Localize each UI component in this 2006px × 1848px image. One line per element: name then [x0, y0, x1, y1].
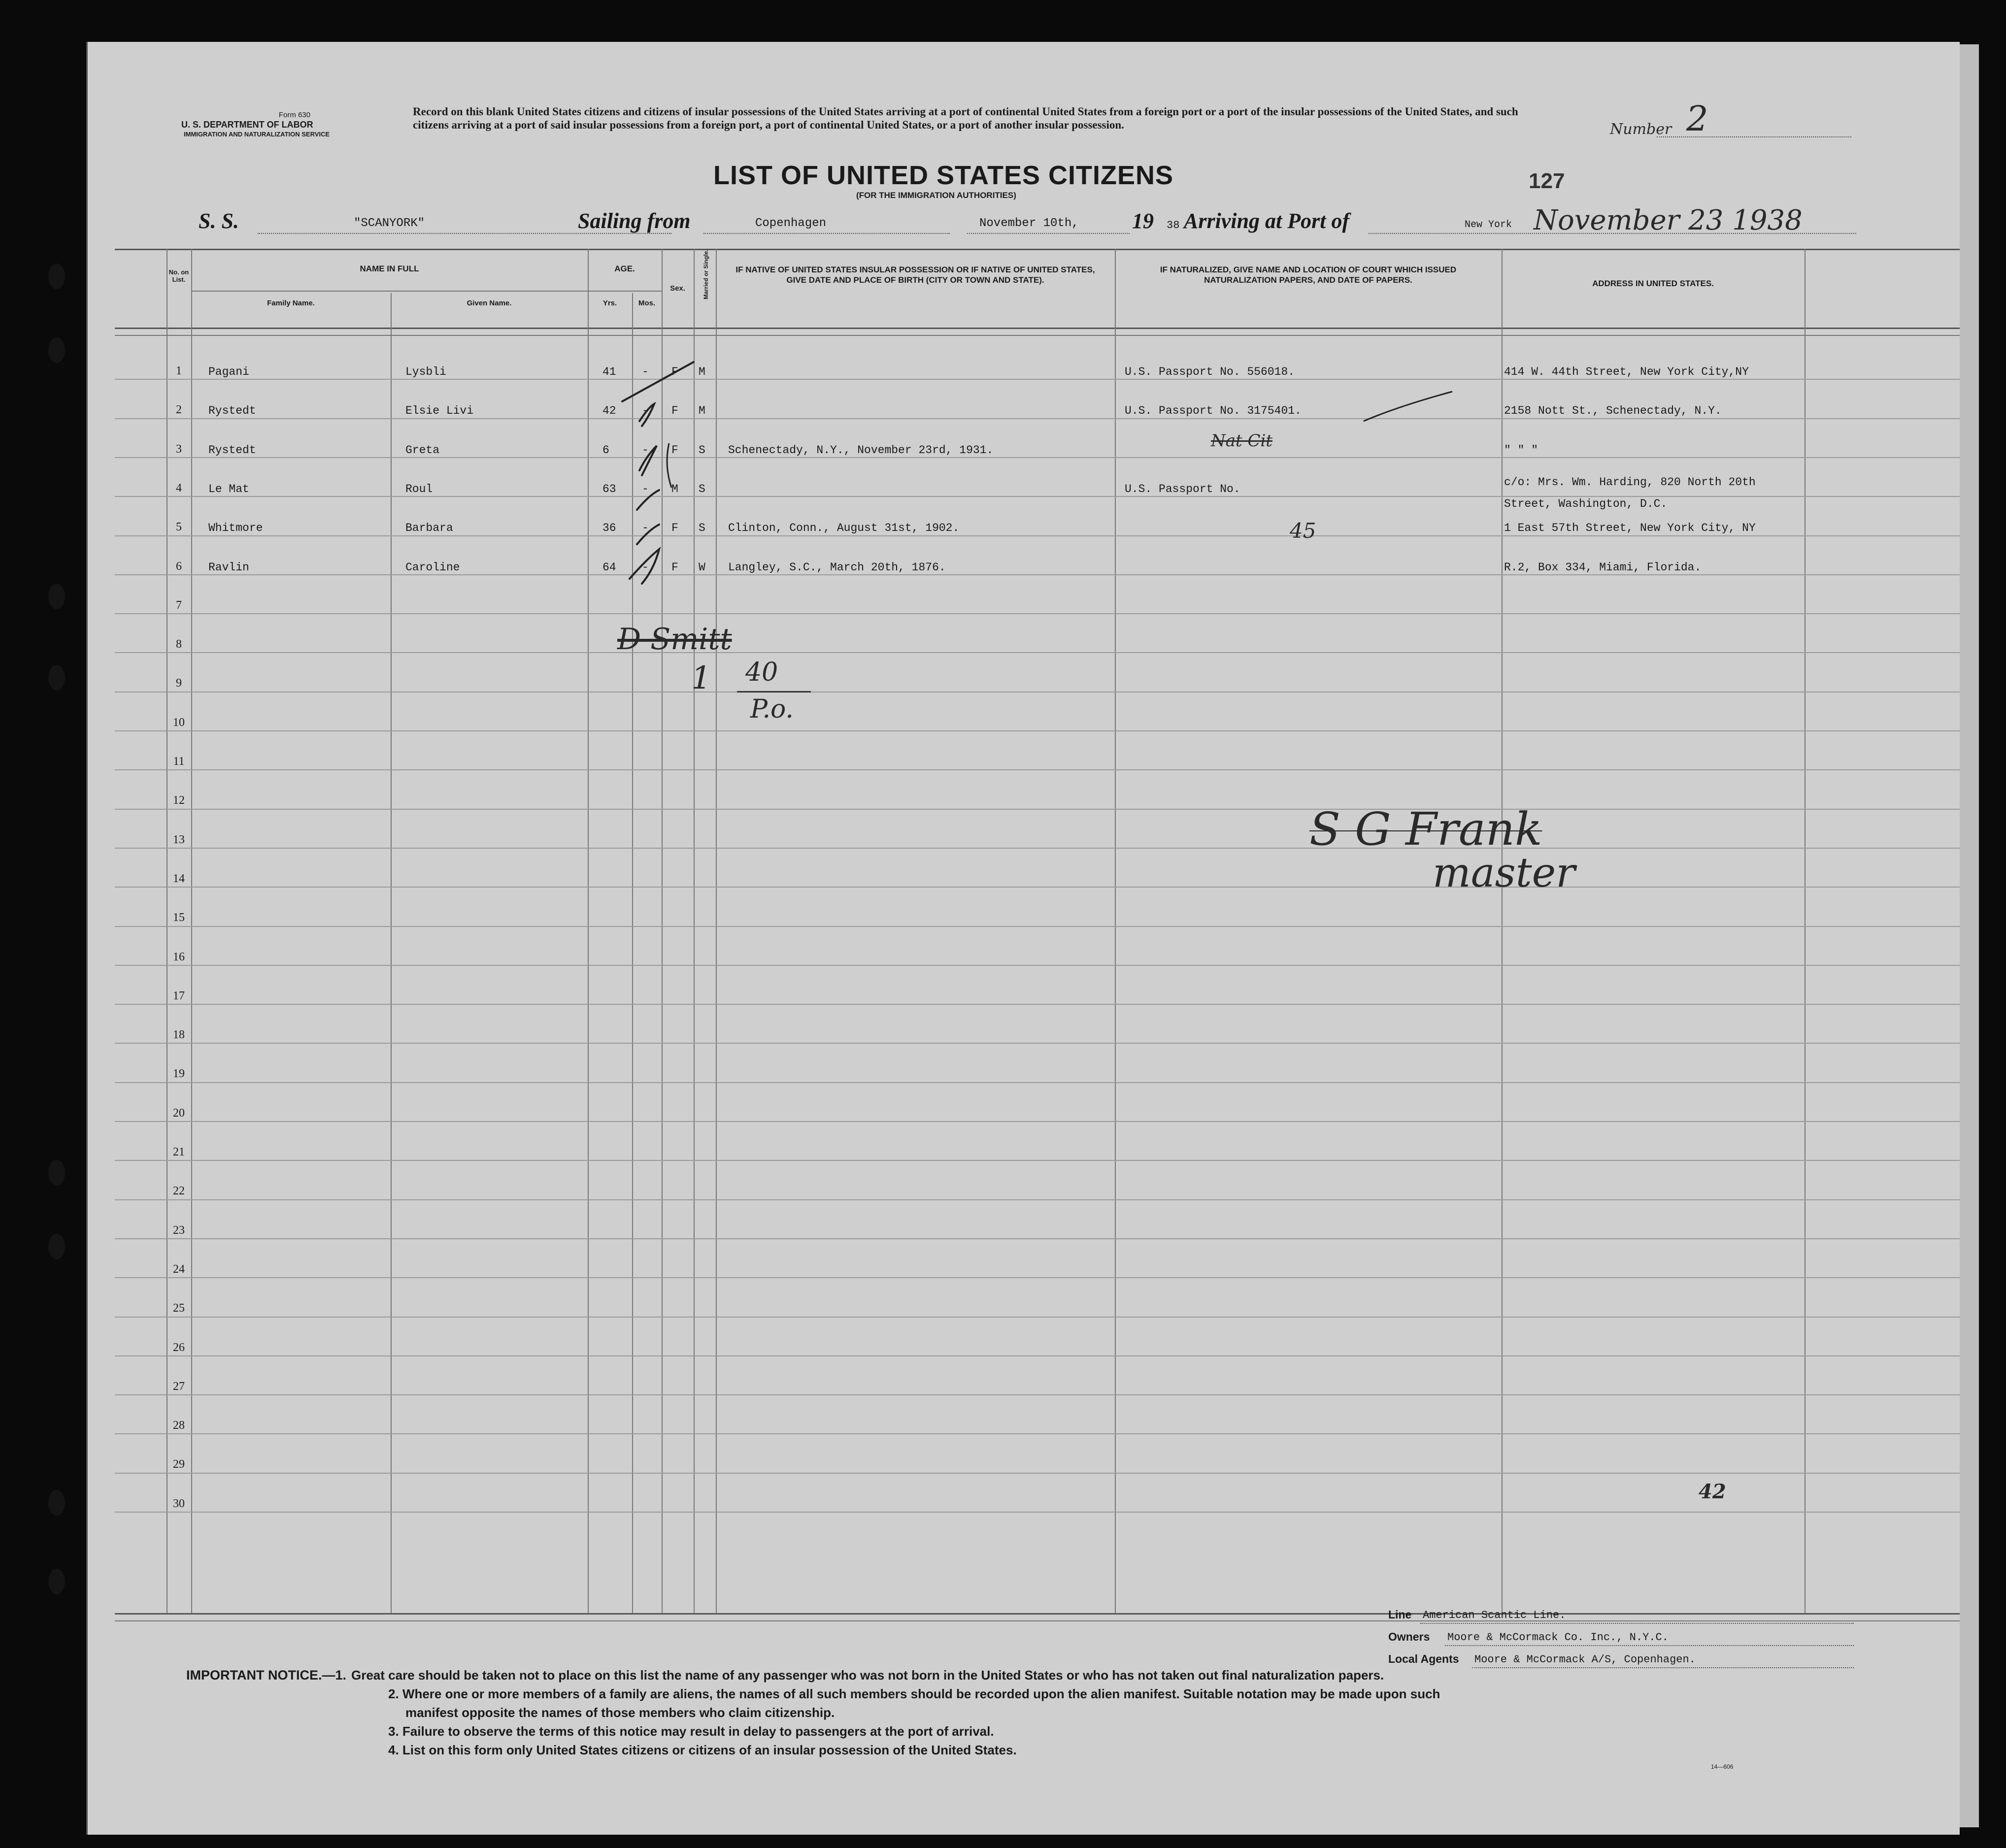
birth-cell: Schenectady, N.Y., November 23rd, 1931. [728, 443, 994, 457]
age-years-cell: 63 [602, 482, 616, 495]
row-number: 9 [176, 677, 182, 690]
notice-item-3: 3. Failure to observe the terms of this notice may result in delay to passengers at the port of arrival. [388, 1724, 994, 1739]
row-rule [115, 1238, 1960, 1239]
age-years-cell: 36 [602, 522, 616, 535]
tally-fraction-bar [737, 691, 811, 693]
age-months-cell: - [642, 522, 649, 535]
sex-cell: F [671, 365, 678, 378]
address-cell-line2: Street, Washington, D.C. [1504, 497, 1668, 510]
row-number: 7 [176, 598, 182, 612]
date-line [967, 233, 1130, 234]
number-label: Number [1610, 121, 1672, 138]
row-rule [115, 848, 1960, 849]
notice-item-1: Great care should be taken not to place on this list the name of any passenger who was not born in the United States or who has not taken out final naturalization papers. [351, 1668, 1384, 1683]
row-rule [115, 1160, 1960, 1161]
given-name-cell: Elsie Livi [405, 404, 474, 418]
nat-cit-note: Nat Cit [1211, 431, 1273, 451]
col-divider [1115, 249, 1116, 1613]
row-number: 5 [176, 521, 182, 534]
row-number: 8 [176, 638, 182, 651]
row-rule [115, 730, 1960, 731]
birth-cell: Langley, S.C., March 20th, 1876. [728, 561, 946, 574]
page-stamp: 42 [1699, 1480, 1726, 1503]
col-divider [391, 293, 392, 1613]
col-header-naturalized: IF NATURALIZED, GIVE NAME AND LOCATION OF COURT WHICH ISSUED NATURALIZATION PAPERS, AND DATE OF PAPERS. [1160, 265, 1457, 285]
row-number: 29 [173, 1458, 185, 1471]
tally-forty: 40 [745, 658, 778, 687]
row-number: 24 [173, 1262, 185, 1276]
binder-hole [48, 584, 65, 609]
age-years-cell: 41 [602, 365, 616, 378]
service-name: IMMIGRATION AND NATURALIZATION SERVICE [184, 131, 330, 138]
form-number: Form 630 [278, 111, 311, 119]
tally-one: 1 [691, 660, 711, 696]
sex-cell: F [671, 443, 678, 457]
age-months-cell: - [642, 365, 649, 378]
passenger-table [115, 249, 1960, 1635]
row-rule [115, 418, 1960, 419]
marital-status-cell: M [699, 365, 705, 378]
naturalization-cell: U.S. Passport No. [1125, 482, 1240, 495]
marital-status-cell: S [699, 443, 705, 457]
row-number: 10 [173, 716, 185, 729]
row-number: 21 [173, 1146, 185, 1158]
number-value: 2 [1686, 99, 1708, 139]
adjacent-page-edges [1958, 44, 1979, 1827]
name-subheader-line [191, 291, 588, 292]
address-cell: R.2, Box 334, Miami, Florida. [1504, 561, 1702, 574]
family-name-cell: Pagani [208, 365, 249, 378]
row-rule [115, 692, 1960, 693]
master-signature: S G Frank [1309, 803, 1542, 856]
row-rule [115, 1433, 1960, 1434]
row-number: 20 [173, 1106, 185, 1120]
row-number: 27 [173, 1380, 185, 1393]
col-divider [1502, 249, 1503, 1613]
row-number: 15 [173, 911, 185, 924]
given-name-cell: Barbara [405, 522, 453, 535]
row-rule [115, 574, 1960, 575]
binder-hole [48, 1490, 65, 1516]
row-number: 6 [176, 560, 182, 573]
address-cell: c/o: Mrs. Wm. Harding, 820 North 20th [1504, 475, 1756, 489]
col-header-birth: IF NATIVE OF UNITED STATES INSULAR POSSESSION OR IF NATIVE OF UNITED STATES, GIVE DATE AND PLACE OF BIRTH (CITY OR TOWN AND STATE). [736, 265, 1095, 285]
row-rule [115, 1512, 1960, 1513]
checkmark-passport-1 [1359, 387, 1457, 426]
page-subtitle: (FOR THE IMMIGRATION AUTHORITIES) [856, 191, 1016, 200]
stamp-number: 127 [1529, 169, 1565, 193]
row-number: 12 [173, 794, 185, 807]
col-header-no: No. on List. [168, 268, 189, 283]
arriving-label: Arriving at Port of [1184, 209, 1350, 233]
col-header-age: AGE. [614, 264, 635, 273]
line-value: American Scantic Line. [1423, 1609, 1566, 1621]
age-years-cell: 6 [602, 443, 609, 457]
agents-field-line [1472, 1667, 1854, 1668]
address-cell: 1 East 57th Street, New York City, NY [1504, 522, 1756, 535]
row-rule [115, 769, 1960, 770]
page-title: LIST OF UNITED STATES CITIZENS [713, 161, 1173, 190]
binder-hole [48, 1160, 65, 1186]
row-number: 28 [173, 1419, 185, 1432]
checkmarks [620, 357, 782, 633]
notice-heading: IMPORTANT NOTICE.—1. [186, 1668, 347, 1683]
row-number: 3 [176, 442, 182, 456]
family-name-cell: Whitmore [208, 522, 263, 535]
marital-status-cell: S [699, 522, 705, 535]
tally-name: D Smitt [617, 622, 732, 657]
from-port: Copenhagen [755, 217, 827, 230]
address-cell: 2158 Nott St., Schenectady, N.Y. [1504, 404, 1722, 418]
row-number: 2 [176, 403, 182, 417]
row-rule [115, 652, 1960, 653]
address-cell: 414 W. 44th Street, New York City,NY [1504, 365, 1749, 378]
table-bottom-border-2 [115, 1620, 1960, 1621]
row-rule [115, 887, 1960, 888]
row-number: 18 [173, 1028, 185, 1042]
row-rule [115, 613, 1960, 614]
family-name-cell: Rystedt [208, 443, 256, 457]
row-number: 30 [173, 1497, 185, 1510]
record-instructions: Record on this blank United States citizens and citizens of insular possessions of the United States arriving at a port of continental United States from a foreign port or a port of the insular possessions of the United States, and such citizens arriving at a port of said insular possessions from a foreign port, a port of continental United States, or a port of another insular possession. [413, 105, 1518, 131]
row-number: 16 [173, 950, 185, 963]
department: U. S. DEPARTMENT OF LABOR [181, 120, 313, 130]
row-rule [115, 1199, 1960, 1200]
manifest-page [86, 42, 1960, 1835]
arrival-date-handwritten: November 23 1938 [1534, 204, 1803, 236]
owners-value: Moore & McCormack Co. Inc., N.Y.C. [1447, 1631, 1669, 1644]
col-divider [588, 249, 589, 1613]
row-number: 26 [173, 1341, 185, 1354]
address-cell: " " " [1504, 443, 1538, 457]
notice-item-2b: manifest opposite the names of those members who claim citizenship. [405, 1705, 835, 1720]
owners-field-line [1445, 1645, 1854, 1646]
naturalization-cell: U.S. Passport No. 556018. [1125, 365, 1295, 378]
row-rule [115, 1004, 1960, 1005]
table-bottom-border [115, 1613, 1960, 1615]
family-name-cell: Le Mat [208, 482, 249, 495]
row-number: 13 [173, 833, 185, 846]
col-header-address: ADDRESS IN UNITED STATES. [1592, 279, 1714, 288]
row-number: 23 [173, 1223, 185, 1237]
row-rule [115, 1355, 1960, 1356]
line-field-line [1420, 1623, 1854, 1624]
sex-cell: M [671, 482, 678, 495]
print-code: 14—606 [1711, 1763, 1734, 1770]
marital-status-cell: S [699, 482, 705, 495]
binder-hole [48, 1569, 65, 1594]
row-rule [115, 1473, 1960, 1474]
row-rule [115, 1317, 1960, 1318]
family-name-cell: Rystedt [208, 404, 256, 418]
row-rule [115, 1277, 1960, 1278]
sail-date: November 10th, [979, 217, 1079, 230]
col-header-yrs: Yrs. [602, 299, 617, 307]
sex-cell: F [671, 404, 678, 418]
given-name-cell: Caroline [405, 561, 460, 574]
given-name-cell: Lysbli [405, 365, 446, 378]
sailing-from-label: Sailing from [578, 209, 691, 233]
row-number: 17 [173, 989, 185, 1002]
row-rule [115, 457, 1960, 458]
age-months-cell: - [642, 443, 649, 457]
row-number: 14 [173, 872, 185, 885]
bracket-mark [659, 441, 679, 490]
given-name-cell: Roul [405, 482, 433, 495]
age-months-cell: - [642, 404, 649, 418]
table-top-border [115, 249, 1960, 250]
binder-hole [48, 1234, 65, 1259]
master-title: master [1433, 850, 1575, 896]
notice-item-4: 4. List on this form only United States citizens or citizens of an insular possession of the United States. [388, 1743, 1017, 1757]
tally-po: P.o. [750, 694, 794, 724]
age-years-cell: 64 [602, 561, 616, 574]
col-header-sex: Sex. [670, 284, 685, 293]
col-header-name-in-full: NAME IN FULL [360, 264, 419, 273]
row-rule [115, 965, 1960, 966]
marital-status-cell: W [699, 561, 705, 574]
binder-hole [48, 264, 65, 289]
arrival-port: New York [1465, 219, 1512, 231]
row-number: 25 [173, 1302, 185, 1315]
row-rule [115, 496, 1960, 497]
agents-label: Local Agents [1388, 1652, 1459, 1665]
row-rule [115, 1043, 1960, 1044]
age-months-cell: - [642, 561, 649, 574]
passport-number-handwritten: 45 [1290, 519, 1316, 543]
binder-hole [48, 665, 65, 691]
birth-cell: Clinton, Conn., August 31st, 1902. [728, 522, 960, 535]
col-header-mos: Mos. [638, 299, 656, 307]
line-label: Line [1388, 1608, 1412, 1621]
marital-status-cell: M [699, 404, 705, 418]
agents-value: Moore & McCormack A/S, Copenhagen. [1474, 1653, 1696, 1666]
from-port-line [703, 233, 950, 234]
row-rule [115, 1394, 1960, 1395]
row-rule [115, 535, 1960, 536]
age-subheader-line [588, 291, 662, 292]
row-rule [115, 1121, 1960, 1122]
notice-item-2a: 2. Where one or more members of a family are aliens, the names of all such members should be recorded upon the alien manifest. Suitable notation may be made upon such [388, 1686, 1440, 1701]
sex-cell: F [671, 522, 678, 535]
owners-label: Owners [1388, 1630, 1430, 1643]
age-months-cell: - [642, 482, 649, 495]
col-header-family-name: Family Name. [267, 299, 315, 307]
row-number: 4 [176, 481, 182, 495]
year-suffix: 38 [1167, 219, 1180, 231]
ship-name: "SCANYORK" [354, 217, 425, 230]
row-number: 19 [173, 1067, 185, 1081]
row-number: 1 [176, 364, 182, 377]
age-years-cell: 42 [602, 404, 616, 418]
row-rule [115, 1082, 1960, 1083]
sex-cell: F [671, 561, 678, 574]
row-rule [115, 809, 1960, 810]
family-name-cell: Ravlin [208, 561, 249, 574]
naturalization-cell: U.S. Passport No. 3175401. [1125, 404, 1302, 418]
col-header-given-name: Given Name. [467, 299, 512, 307]
year-prefix: 19 [1132, 209, 1154, 233]
row-rule [115, 926, 1960, 927]
row-rule [115, 379, 1960, 380]
given-name-cell: Greta [405, 443, 440, 457]
ss-label: S. S. [199, 209, 239, 233]
row-number: 11 [173, 755, 185, 768]
binder-hole [48, 337, 65, 363]
row-number: 22 [173, 1185, 185, 1198]
col-header-marital: Married or Single. [702, 249, 709, 299]
